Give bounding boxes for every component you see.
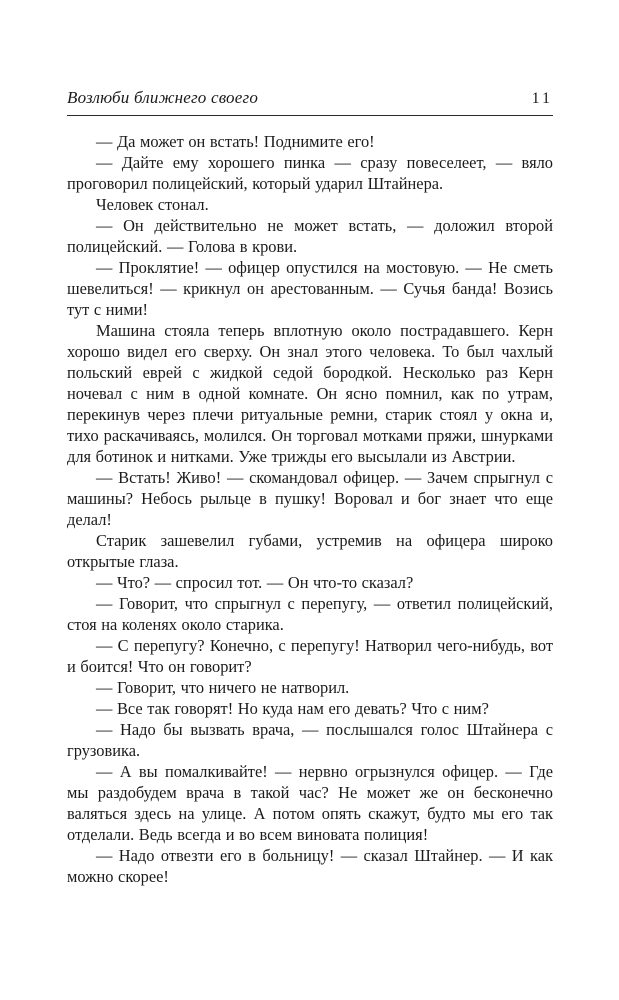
paragraph: — Говорит, что спрыгнул с перепугу, — ответил полицейский, стоя на коленях около старика. bbox=[67, 594, 553, 634]
page-number: 11 bbox=[531, 90, 553, 107]
paragraph: — А вы помалкивайте! — нервно огрызнулся офицер. — Где мы раздобудем врача в такой час? Не может же он бесконечно валяться здесь на улице. А потом опять скажут, будто мы его так отделали. Ведь всегда и во всем виновата полиция! bbox=[67, 762, 553, 844]
running-header-title: Возлюби ближнего своего bbox=[67, 88, 259, 107]
paragraph: — Что? — спросил тот. — Он что-то сказал? bbox=[96, 573, 414, 592]
paragraph: — Проклятие! — офицер опустился на мостовую. — Не сметь шевелиться! — крикнул он арестованным. — Сучья банда! Возись тут с ними! bbox=[67, 258, 553, 319]
paragraph: Машина стояла теперь вплотную около пострадавшего. Керн хорошо видел его сверху. Он знал этого человека. То был чахлый польский еврей с жидкой седой бородкой. Несколько раз Керн ночевал с ним в одной комнате. Он ясно помнил, как по утрам, перекинув через плечи ритуальные ремни, старик стоял у окна и, тихо раскачиваясь, молился. Он торговал мотками пряжи, шнурками для ботинок и нитками. Уже трижды его высылали из Австрии. bbox=[67, 321, 553, 466]
paragraph: — Дайте ему хорошего пинка — сразу повеселеет, — вяло проговорил полицейский, который ударил Штайнера. bbox=[67, 153, 553, 193]
paragraph: — Надо отвезти его в больницу! — сказал Штайнер. — И как можно скорее! bbox=[67, 846, 553, 886]
paragraph: — Встать! Живо! — скомандовал офицер. — Зачем спрыгнул с машины? Небось рыльце в пушку! Воровал и бог знает что еще делал! bbox=[67, 468, 553, 529]
body-text bbox=[67, 131, 553, 887]
paragraph: — Да может он встать! Поднимите его! bbox=[96, 132, 375, 151]
paragraph: Человек стонал. bbox=[96, 195, 209, 214]
paragraph: — Говорит, что ничего не натворил. bbox=[96, 678, 350, 697]
paragraph: — Все так говорят! Но куда нам его девать? Что с ним? bbox=[96, 699, 489, 718]
page-content bbox=[67, 88, 553, 887]
paragraph: — С перепугу? Конечно, с перепугу! Натворил чего-нибудь, вот и боится! Что он говорит? bbox=[67, 636, 553, 676]
paragraph: — Он действительно не может встать, — доложил второй полицейский. — Голова в крови. bbox=[67, 216, 553, 256]
paragraph: — Надо бы вызвать врача, — послышался голос Штайнера с грузовика. bbox=[67, 720, 553, 760]
paragraph: Старик зашевелил губами, устремив на офицера широко открытые глаза. bbox=[67, 531, 553, 571]
running-header bbox=[67, 88, 553, 116]
